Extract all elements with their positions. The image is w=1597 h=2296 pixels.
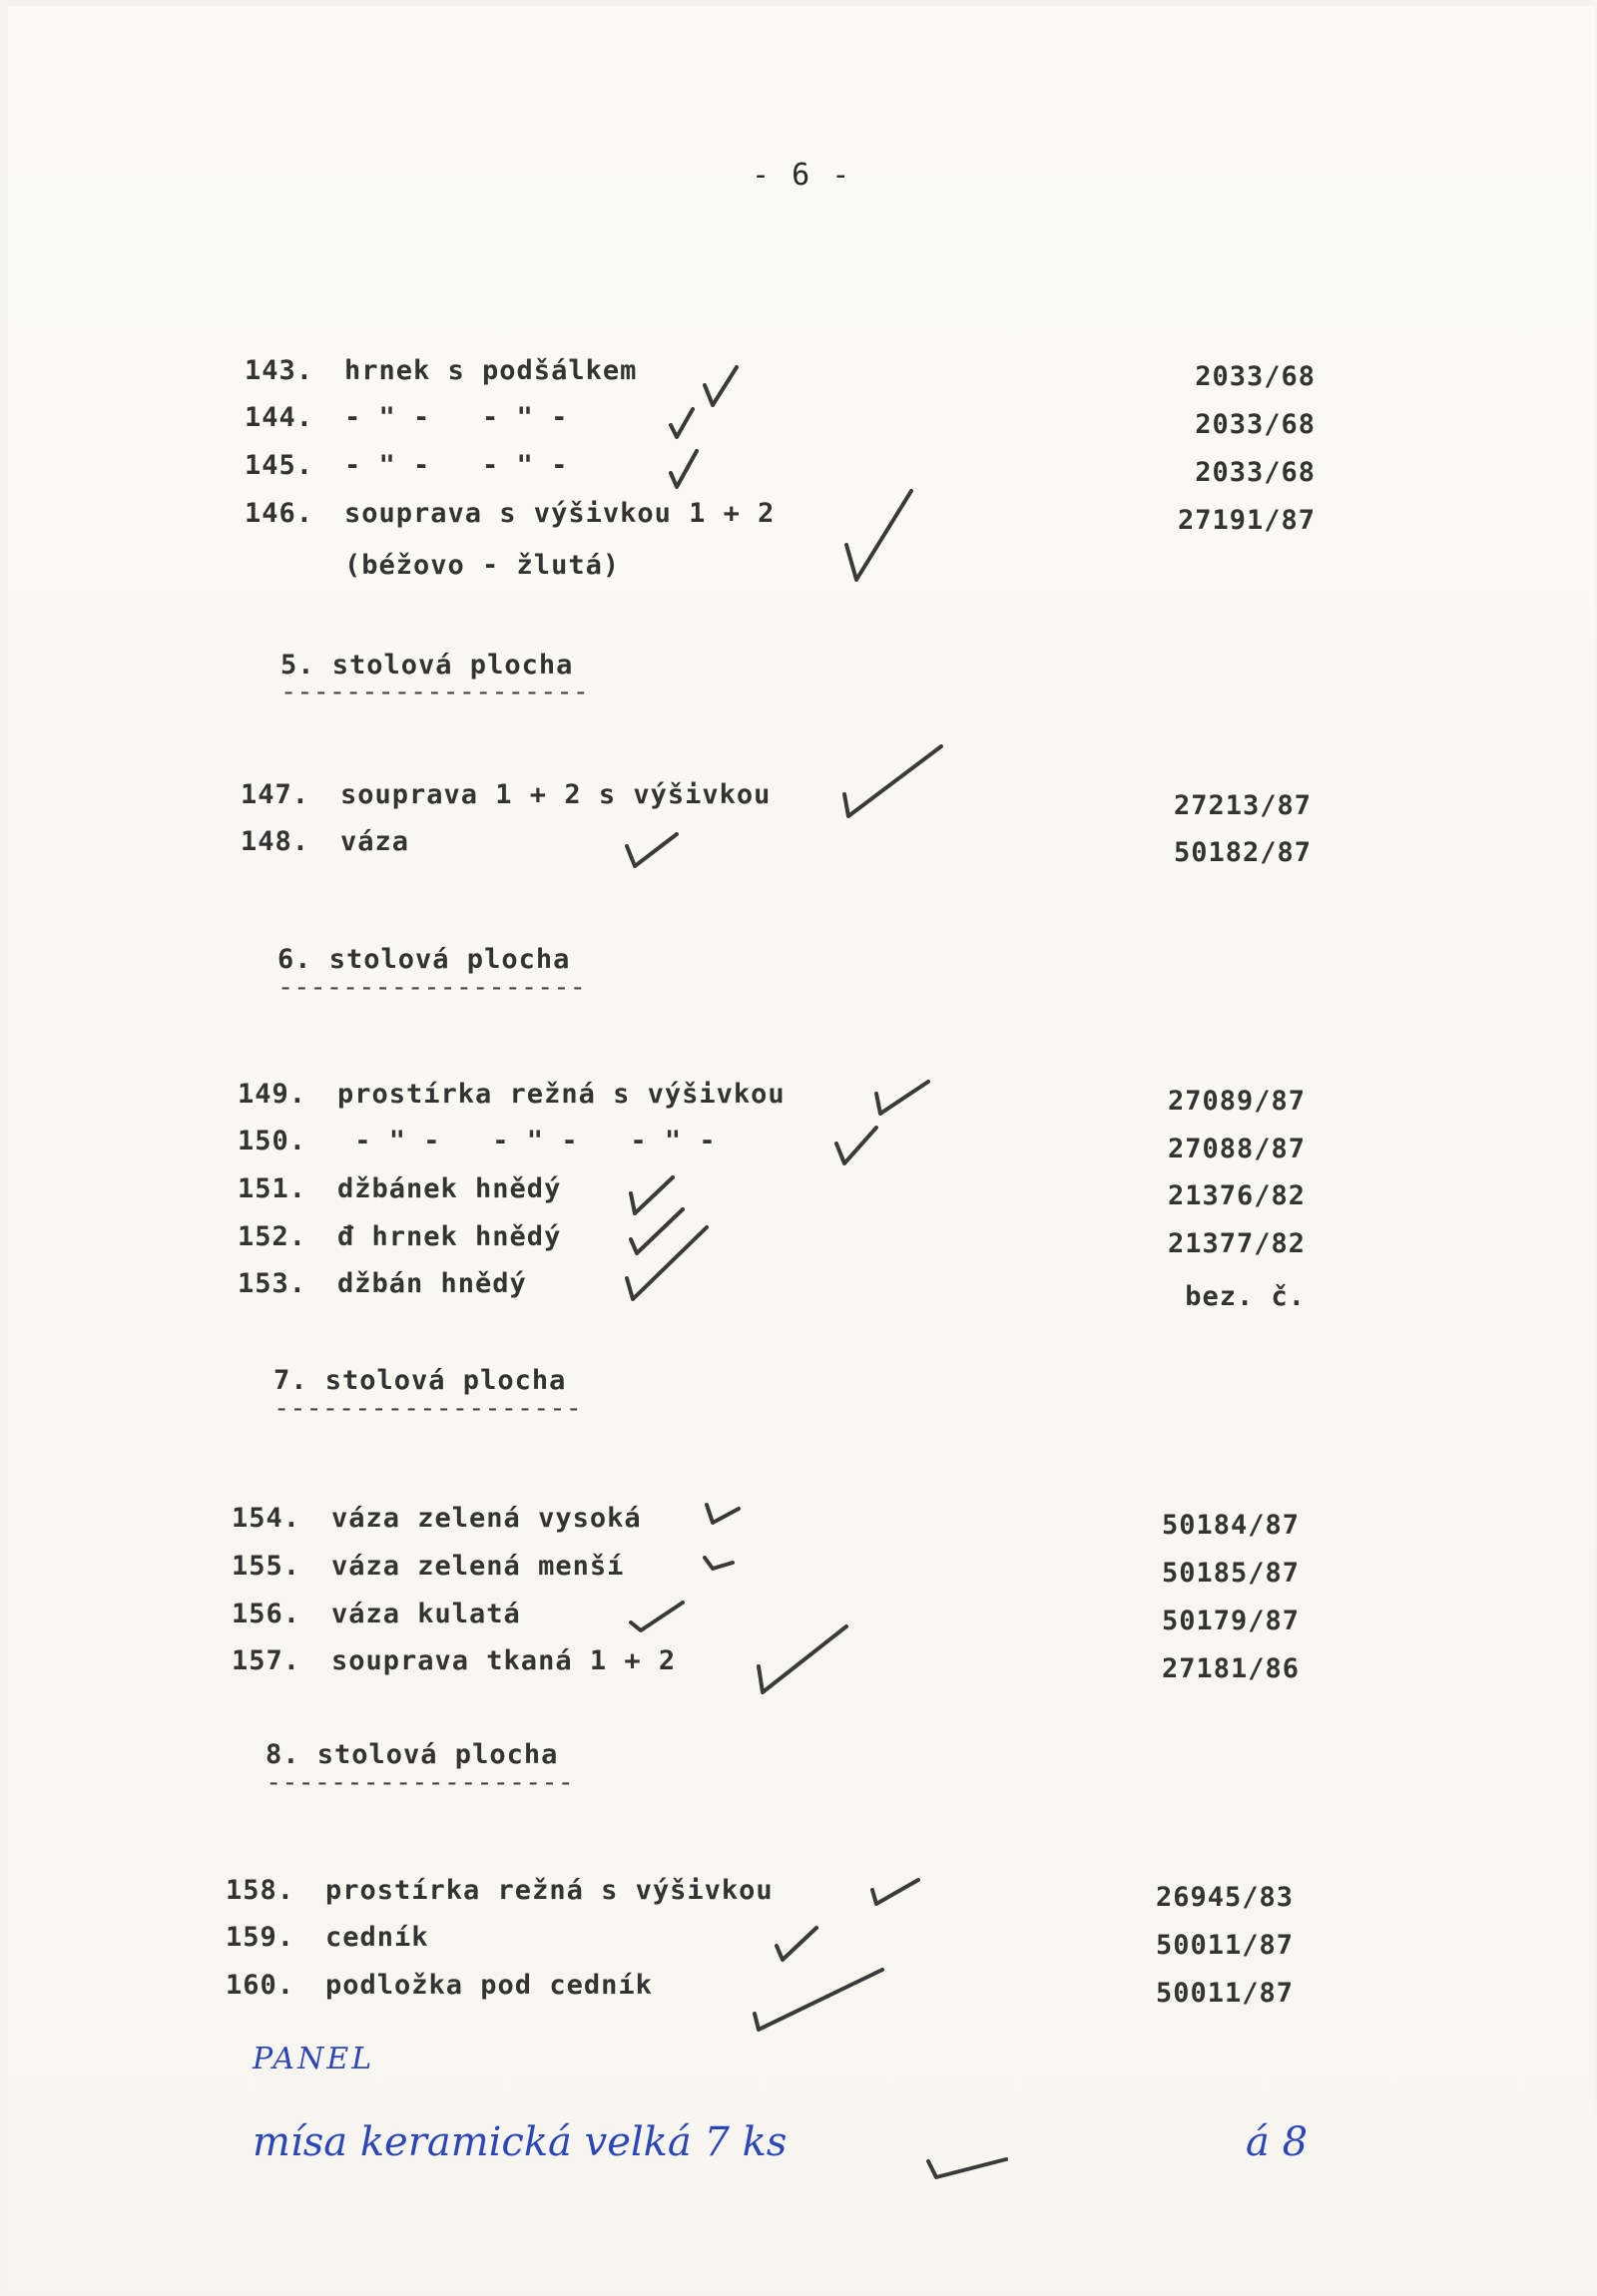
item-code: 50011/87 bbox=[1155, 1978, 1294, 2009]
section-heading: 6. stolová plocha bbox=[277, 944, 571, 975]
heading-underline: ------------------- bbox=[266, 1767, 574, 1798]
check-mark-icon bbox=[844, 746, 941, 816]
check-mark-icon bbox=[836, 1128, 876, 1163]
check-mark-icon bbox=[627, 834, 677, 866]
list-item: 152. đ hrnek hnědý bbox=[238, 1221, 562, 1252]
check-mark-icon bbox=[777, 1928, 816, 1960]
list-item: 150. - " - - " - - " - bbox=[238, 1126, 717, 1156]
list-item: 160. podložka pod cedník bbox=[226, 1970, 653, 2001]
item-code: 50185/87 bbox=[1161, 1558, 1300, 1589]
check-mark-icon bbox=[928, 2159, 1006, 2177]
handwritten-note: mísa keramická velká 7 ks bbox=[253, 2119, 788, 2165]
list-item: 146. souprava s výšivkou 1 + 2 bbox=[245, 498, 776, 529]
list-item: 156. váza kulatá bbox=[232, 1599, 521, 1629]
item-code: 27088/87 bbox=[1167, 1134, 1306, 1164]
check-marks bbox=[8, 6, 1595, 2293]
item-code: 2033/68 bbox=[1195, 409, 1316, 440]
item-code: 27089/87 bbox=[1167, 1086, 1306, 1117]
handwritten-right-note: á 8 bbox=[1246, 2119, 1309, 2165]
item-code: 50184/87 bbox=[1161, 1510, 1300, 1541]
item-code: 26945/83 bbox=[1155, 1882, 1294, 1913]
check-mark-icon bbox=[705, 1558, 733, 1569]
item-code: 50011/87 bbox=[1155, 1930, 1294, 1961]
list-item: 153. džbán hnědý bbox=[238, 1268, 527, 1299]
section-heading: 7. stolová plocha bbox=[273, 1365, 567, 1396]
list-item: 148. váza bbox=[241, 826, 410, 857]
list-item: 149. prostírka režná s výšivkou bbox=[238, 1079, 786, 1110]
list-item: 147. souprava 1 + 2 s výšivkou bbox=[241, 779, 772, 810]
check-mark-icon bbox=[671, 409, 693, 437]
check-mark-icon bbox=[755, 1970, 882, 2030]
list-item: 144. - " - - " - bbox=[245, 402, 569, 433]
section-heading: 8. stolová plocha bbox=[266, 1739, 559, 1770]
list-item: 154. váza zelená vysoká bbox=[232, 1503, 642, 1534]
handwritten-panel: PANEL bbox=[253, 2042, 375, 2076]
list-item: 145. - " - - " - bbox=[245, 450, 569, 481]
check-mark-icon bbox=[631, 1177, 673, 1213]
item-code: 21376/82 bbox=[1167, 1180, 1306, 1211]
check-mark-icon bbox=[759, 1626, 846, 1692]
check-mark-icon bbox=[707, 1505, 739, 1523]
list-item: 159. cedník bbox=[226, 1922, 429, 1953]
list-item: (béžovo - žlutá) bbox=[344, 550, 621, 581]
check-mark-icon bbox=[876, 1082, 928, 1114]
check-mark-icon bbox=[631, 1603, 683, 1630]
check-mark-icon bbox=[631, 1209, 683, 1253]
item-code: 21377/82 bbox=[1167, 1228, 1306, 1259]
list-item: 143. hrnek s podšálkem bbox=[245, 355, 638, 386]
list-item: 158. prostírka režná s výšivkou bbox=[226, 1875, 774, 1906]
heading-underline: ------------------- bbox=[277, 972, 586, 1003]
check-mark-icon bbox=[671, 451, 697, 487]
item-code: 2033/68 bbox=[1195, 361, 1316, 392]
item-code: 27213/87 bbox=[1173, 790, 1312, 821]
item-code: bez. č. bbox=[1185, 1281, 1306, 1312]
check-mark-icon bbox=[872, 1880, 918, 1904]
section-heading: 5. stolová plocha bbox=[280, 650, 574, 681]
item-code: 27181/86 bbox=[1161, 1653, 1300, 1684]
item-code: 27191/87 bbox=[1177, 505, 1316, 536]
item-code: 50182/87 bbox=[1173, 837, 1312, 868]
list-item: 151. džbánek hnědý bbox=[238, 1173, 562, 1204]
item-code: 50179/87 bbox=[1161, 1606, 1300, 1636]
page-number: - 6 - bbox=[752, 158, 852, 193]
check-mark-icon bbox=[705, 367, 737, 405]
document-page bbox=[8, 6, 1595, 2293]
list-item: 155. váza zelená menší bbox=[232, 1551, 625, 1582]
list-item: 157. souprava tkaná 1 + 2 bbox=[232, 1645, 677, 1676]
item-code: 2033/68 bbox=[1195, 457, 1316, 488]
check-mark-icon bbox=[846, 491, 911, 580]
heading-underline: ------------------- bbox=[273, 1393, 582, 1424]
heading-underline: ------------------- bbox=[280, 677, 589, 707]
check-mark-icon bbox=[627, 1227, 707, 1299]
